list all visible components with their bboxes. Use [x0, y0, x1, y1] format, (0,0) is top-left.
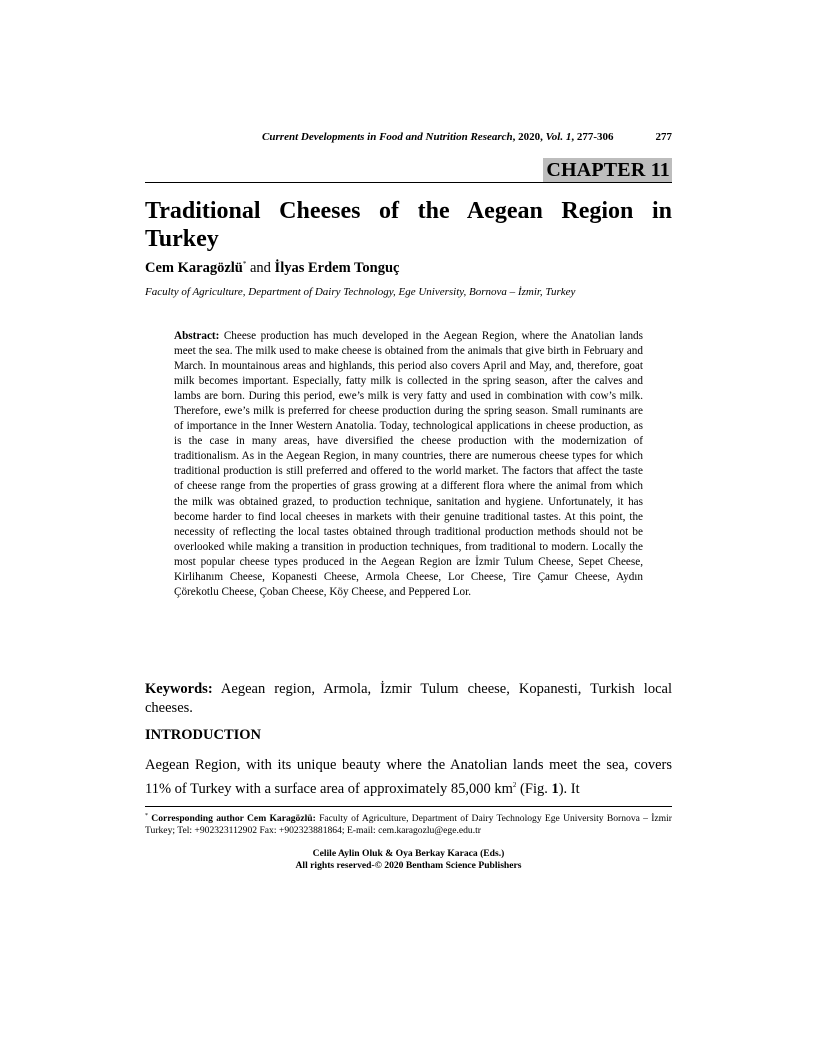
intro-text-part: Aegean Region, with its unique beauty where the Anatolian lands meet the sea, covers 11% of Turkey with a surface area of approximately 85,000 km — [145, 757, 672, 797]
keywords-label: Keywords: — [145, 681, 213, 697]
footnote-divider — [145, 806, 672, 807]
journal-name: Current Developments in Food and Nutrition Research — [262, 131, 513, 143]
chapter-label: CHAPTER 11 — [543, 158, 672, 182]
publisher-info — [145, 848, 672, 873]
keywords-text: Aegean region, Armola, İzmir Tulum cheese, Kopanesti, Turkish local cheeses. — [145, 681, 672, 716]
author-conjunction: and — [246, 260, 275, 276]
author-affiliation: Faculty of Agriculture, Department of Dairy Technology, Ege University, Bornova – İzmir, Turkey — [145, 286, 576, 298]
journal-pages: , 277-306 — [571, 131, 614, 143]
intro-text-part: (Fig. — [516, 780, 552, 797]
section-heading-introduction: INTRODUCTION — [145, 727, 262, 743]
journal-year: , 2020, — [512, 131, 546, 143]
journal-volume: Vol. 1 — [545, 131, 572, 143]
keywords — [145, 680, 672, 717]
figure-reference[interactable]: 1 — [551, 780, 559, 797]
author-name: İlyas Erdem Tonguç — [274, 260, 400, 276]
abstract — [174, 329, 643, 600]
rights-line: All rights reserved-© 2020 Bentham Science Publishers — [295, 860, 522, 872]
page-number: 277 — [655, 131, 672, 143]
footnote-text: Faculty of Agriculture, Department of Dairy Technology Ege University Bornova – İzmir Turkey; Tel: +902323112902 Fax: +902323881864; E-mail: cem.karagozlu@ege.edu.tr — [145, 813, 672, 837]
intro-text-part: ). It — [558, 780, 580, 797]
chapter-title-line-1: Traditional Cheeses of the Aegean Region in — [145, 198, 672, 224]
chapter-title — [145, 197, 672, 253]
intro-superscript: 2 — [512, 780, 517, 789]
abstract-label: Abstract: — [174, 330, 220, 342]
chapter-title-line-2: Turkey — [145, 226, 219, 252]
footnote-mark: * — [145, 813, 148, 819]
chapter-header-rule — [145, 158, 672, 183]
running-head — [145, 131, 672, 143]
author-list — [145, 260, 399, 277]
introduction-paragraph — [145, 756, 672, 799]
abstract-text: Cheese production has much developed in the Aegean Region, where the Anatolian lands meet the sea. The milk used to make cheese is obtained from the animals that give birth in February and March. In mountainous areas and highlands, this period also covers April and May, and, therefore, goat milk becomes important. Especially, fatty milk is collected in the spring season, after the calves and lambs are born. During this period, ewe’s milk is very fatty and used in combination with cow’s milk. Therefore, ewe’s milk is preferred for cheese production during the spring season. Small ruminants are of importance in the Inner Western Anatolia. Today, technological applications in cheese production, as is the case in many areas, have diversified the cheese production with the modernization of traditionalism. As in the Aegean Region, in many countries, there are numerous cheese types for which traditional production is still preferred and offered to the world market. The factors that affect the taste of cheese range from the properties of grass growing at a different flora where the animal from which the milk was obtained grazed, to production technique, sanitation and hygiene. Unfortunately, it has become harder to find local cheeses in markets with their genuine traditional tastes. At this point, the necessity of reflecting the local tastes obtained through traditional production methods should not be overlooked while making a transition in production techniques, from traditional to modern. Locally the most popular cheese types produced in the Aegean Region are İzmir Tulum Cheese, Sepet Cheese, Kirlihanım Cheese, Kopanesti Cheese, Armola Cheese, Lor Cheese, Tire Çamur Cheese, Aydın Çörekotlu Cheese, Çoban Cheese, Köy Cheese, and Peppered Lor. — [174, 330, 643, 598]
footnote — [145, 810, 672, 838]
author-name: Cem Karagözlü — [145, 260, 243, 276]
corresponding-author-mark: * — [242, 260, 247, 268]
footnote-label: Corresponding author Cem Karagözlü: — [148, 813, 316, 824]
editors-line: Celile Aylin Oluk & Oya Berkay Karaca (Eds.) — [312, 848, 505, 859]
